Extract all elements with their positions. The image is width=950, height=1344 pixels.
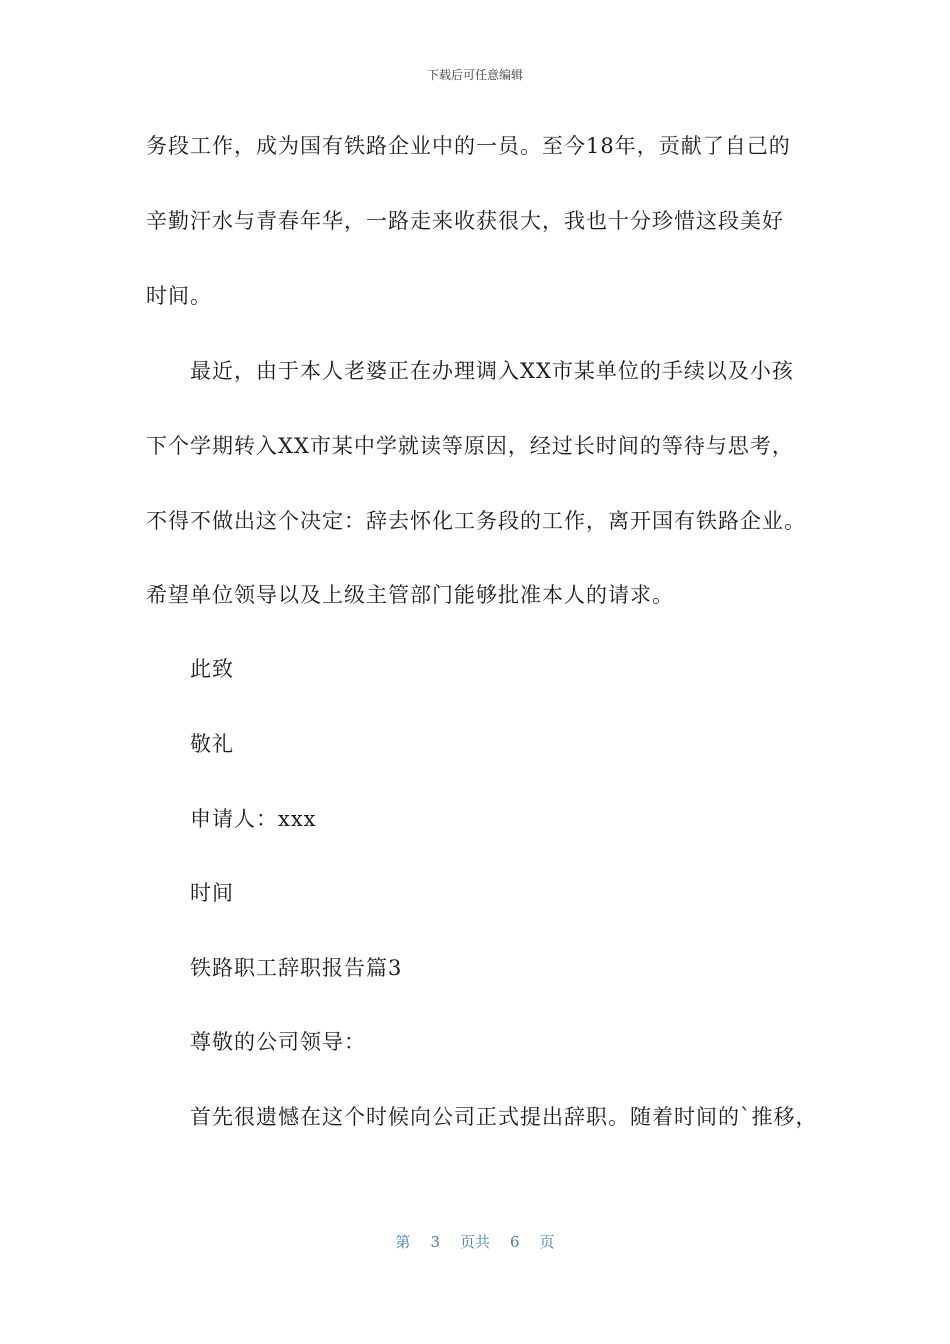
- footer-prefix: 第: [395, 1233, 411, 1251]
- section-title: 铁路职工辞职报告篇3: [190, 956, 403, 980]
- body-line-7: 希望单位领导以及上级主管部门能够批准本人的请求。: [146, 583, 674, 607]
- footer-page-total: 6: [510, 1233, 520, 1251]
- body-line-4: 最近，由于本人老婆正在办理调入XX市某单位的手续以及小孩: [190, 359, 794, 383]
- body-line-3: 时间。: [146, 284, 212, 308]
- page-footer: [0, 1231, 950, 1252]
- closing-regards: 敬礼: [190, 732, 234, 756]
- applicant-line: 申请人：xxx: [190, 807, 317, 831]
- date-line: 时间: [190, 881, 234, 905]
- footer-suffix: 页: [539, 1233, 555, 1251]
- footer-mid: 页共: [459, 1233, 490, 1251]
- page-header-note: 下载后可任意编辑: [426, 68, 523, 82]
- body-line-5: 下个学期转入XX市某中学就读等原因，经过长时间的等待与思考，: [146, 434, 794, 458]
- greeting-line: 尊敬的公司领导：: [190, 1030, 366, 1054]
- body-line-6: 不得不做出这个决定：辞去怀化工务段的工作，离开国有铁路企业。: [146, 509, 806, 533]
- closing-salutation: 此致: [190, 657, 234, 681]
- footer-page-current: 3: [430, 1233, 440, 1251]
- body-line-14: 首先很遗憾在这个时候向公司正式提出辞职。随着时间的`推移，: [190, 1105, 818, 1129]
- body-line-1: 务段工作，成为国有铁路企业中的一员。至今18年，贡献了自己的: [146, 134, 791, 158]
- body-line-2: 辛勤汗水与青春年华，一路走来收获很大，我也十分珍惜这段美好: [146, 209, 784, 233]
